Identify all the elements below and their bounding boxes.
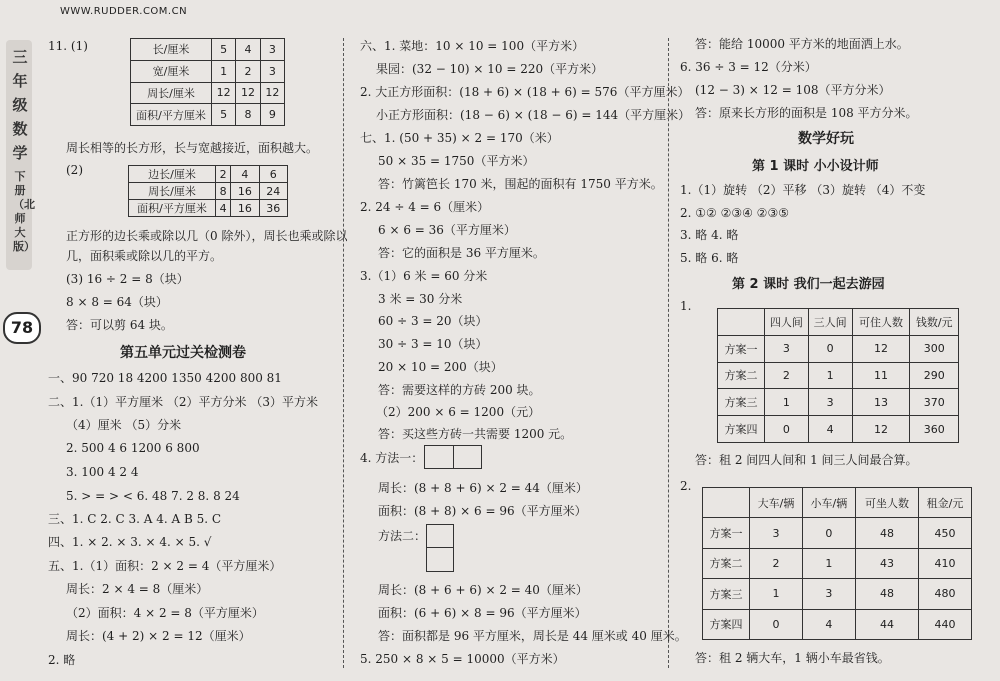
cell: 3 [808, 389, 852, 416]
cell: 1 [808, 362, 852, 389]
answer-line: 方法二： [378, 529, 427, 543]
cell: 12 [212, 82, 236, 104]
lesson-title: 第 2 课时 我们一起去游园 [732, 277, 885, 292]
spine-char: 三 [12, 48, 28, 66]
answer-line: 答：能给 10000 平方米的地面洒上水。 [695, 37, 909, 51]
cell: 6 [259, 166, 287, 183]
section-title: 数学好玩 [798, 131, 854, 147]
answer-line: 周长：(8 + 6 + 6) × 2 = 40（厘米） [378, 583, 588, 597]
cell: 9 [260, 104, 284, 126]
cell: 0 [765, 416, 809, 443]
cell: 长/厘米 [131, 39, 212, 61]
q11-2-label: (2) [66, 163, 83, 177]
answer-line: 20 × 10 = 200（块） [378, 360, 503, 374]
column-divider [343, 38, 344, 668]
answer-line: 答：它的面积是 36 平方厘米。 [378, 246, 545, 260]
figure-method-one [424, 445, 482, 469]
cell: 方案四 [703, 609, 750, 639]
answer-line: 50 × 35 = 1750（平方米） [378, 154, 535, 168]
cell: 300 [910, 335, 959, 362]
site-url: WWW.RUDDER.COM.CN [60, 6, 188, 17]
cell: 三人间 [808, 309, 852, 336]
answer-line: 面积：(6 + 6) × 8 = 96（平方厘米） [378, 606, 587, 620]
cell: 可坐人数 [855, 488, 918, 518]
figure-method-two [426, 524, 454, 572]
cell: 方案四 [718, 416, 765, 443]
spine-char: 学 [12, 144, 28, 162]
cell: 面积/平方厘米 [129, 200, 216, 217]
cell: 360 [910, 416, 959, 443]
cell: 0 [750, 609, 803, 639]
cell: 周长/厘米 [129, 183, 216, 200]
answer-line: 2. 大正方形面积：(18 + 6) × (18 + 6) = 576（平方厘米） [360, 85, 690, 99]
cell: 3 [802, 579, 855, 609]
answer-line: 4. 方法一： [360, 451, 424, 465]
cell: 0 [802, 518, 855, 548]
answer-line: 面积：(8 + 8) × 6 = 96（平方厘米） [378, 504, 587, 518]
answer-line: 答：原来长方形的面积是 108 平方分米。 [695, 106, 918, 120]
spine-char: 年 [12, 72, 28, 90]
cell: 370 [910, 389, 959, 416]
cell: 边长/厘米 [129, 166, 216, 183]
answer-line: 答：租 2 辆大车，1 辆小车最省钱。 [695, 651, 890, 665]
answer-line: 五、1.（1）面积：2 × 2 = 4（平方厘米） [48, 559, 282, 573]
cell: 43 [855, 548, 918, 578]
answer-line: 三、1. C 2. C 3. A 4. A B 5. C [48, 512, 222, 526]
cell: 小车/辆 [802, 488, 855, 518]
answer-line: 5. > = > < 6. 48 7. 2 8. 8 24 [66, 489, 240, 503]
figure-split-line [453, 446, 454, 468]
section-title: 第五单元过关检测卷 [120, 345, 246, 361]
answer-line: 2. ①② ②③④ ②③⑤ [680, 206, 789, 220]
cell: 11 [852, 362, 910, 389]
cell [703, 488, 750, 518]
lesson-title: 第 1 课时 小小设计师 [752, 159, 879, 174]
answer-line: 答：买这些方砖一共需要 1200 元。 [378, 427, 573, 441]
cell: 4 [236, 39, 260, 61]
cell: 3 [765, 335, 809, 362]
cell: 440 [919, 609, 972, 639]
answer-line: 5. 略 6. 略 [680, 251, 739, 265]
note-text: 正方形的边长乘或除以几（0 除外），周长也乘或除以 [66, 229, 348, 243]
answer-line: (12 − 3) × 12 = 108（平方分米） [695, 83, 891, 97]
answer-line: 3 米 = 30 分米 [378, 292, 463, 306]
cell: 2 [750, 548, 803, 578]
spine-char: 级 [12, 96, 28, 114]
answer-line: 周长：2 × 4 = 8（厘米） [66, 582, 209, 596]
rect-table [130, 38, 285, 126]
answer-line: 3. 100 4 2 4 [66, 465, 139, 479]
answer-line: 六、1. 菜地：10 × 10 = 100（平方米） [360, 39, 585, 53]
answer-line: 答：竹篱笆长 170 米，围起的面积有 1750 平方米。 [378, 177, 663, 191]
answer-line: 8 × 8 = 64（块） [66, 295, 168, 309]
answer-line: 3. 略 4. 略 [680, 228, 739, 242]
cell: 周长/厘米 [131, 82, 212, 104]
cell: 1 [750, 579, 803, 609]
cell: 3 [750, 518, 803, 548]
cell [718, 309, 765, 336]
answer-line: 一、90 720 18 4200 1350 4200 800 81 [48, 371, 282, 385]
spine-char: 数 [12, 120, 28, 138]
note-text: 周长相等的长方形，长与宽越接近，面积越大。 [66, 141, 319, 155]
cell: 1 [765, 389, 809, 416]
answer-line: （4）厘米 （5）分米 [66, 418, 182, 432]
book-spine-label [0, 40, 40, 330]
cell: 4 [808, 416, 852, 443]
cell: 面积/平方厘米 [131, 104, 212, 126]
figure-split-line [427, 547, 453, 548]
cell: 2 [236, 60, 260, 82]
answer-line: 果园：(32 − 10) × 10 = 220（平方米） [376, 62, 604, 76]
answer-line: （2）200 × 6 = 1200（元） [376, 405, 541, 419]
answer-line: 30 ÷ 3 = 10（块） [378, 337, 488, 351]
cell: 大车/辆 [750, 488, 803, 518]
cell: 16 [231, 183, 259, 200]
question-label: 1. [680, 299, 692, 313]
cell: 8 [216, 183, 231, 200]
cell: 44 [855, 609, 918, 639]
column-divider [668, 38, 669, 668]
cell: 12 [852, 416, 910, 443]
cell: 3 [260, 60, 284, 82]
square-table [128, 165, 288, 217]
answer-line: 2. 24 ÷ 4 = 6（厘米） [360, 200, 490, 214]
cell: 1 [802, 548, 855, 578]
cell: 2 [765, 362, 809, 389]
answer-line: 二、1.（1）平方厘米 （2）平方分米 （3）平方米 [48, 395, 318, 409]
cell: 4 [231, 166, 259, 183]
note-text: 几，面积乘或除以几的平方。 [66, 249, 223, 263]
cell: 36 [259, 200, 287, 217]
answer-line: 6. 36 ÷ 3 = 12（分米） [680, 60, 817, 74]
answer-line: 1.（1）旋转 （2）平移 （3）旋转 （4）不变 [680, 183, 926, 197]
q11-label: 11. (1) [48, 39, 88, 53]
cell: 8 [236, 104, 260, 126]
page-number: 78 [3, 312, 41, 344]
answer-line: 答：面积都是 96 平方厘米，周长是 44 厘米或 40 厘米。 [378, 629, 687, 643]
cell: 410 [919, 548, 972, 578]
answer-line: 周长：(8 + 8 + 6) × 2 = 44（厘米） [378, 481, 588, 495]
cell: 450 [919, 518, 972, 548]
question-label: 2. [680, 479, 692, 493]
spine-subtitle: 下册（北师大版） [13, 170, 35, 253]
cell: 12 [852, 335, 910, 362]
answer-line: 周长：(4 + 2) × 2 = 12（厘米） [66, 629, 251, 643]
cell: 可住人数 [852, 309, 910, 336]
answer-line: 60 ÷ 3 = 20（块） [378, 314, 488, 328]
room-plan-table [717, 308, 959, 443]
cell: 480 [919, 579, 972, 609]
cell: 2 [216, 166, 231, 183]
cell: 48 [855, 518, 918, 548]
answer-line: 小正方形面积：(18 − 6) × (18 − 6) = 144（平方厘米） [376, 108, 691, 122]
cell: 钱数/元 [910, 309, 959, 336]
cell: 24 [259, 183, 287, 200]
cell: 方案二 [718, 362, 765, 389]
answer-line: 5. 250 × 8 × 5 = 10000（平方米） [360, 652, 565, 666]
cell: 12 [236, 82, 260, 104]
cell: 48 [855, 579, 918, 609]
answer-line: (3) 16 ÷ 2 = 8（块） [66, 272, 189, 286]
bus-plan-table [702, 487, 972, 640]
cell: 12 [260, 82, 284, 104]
answer-line: 答：可以剪 64 块。 [66, 318, 173, 332]
answer-line: 3.（1）6 米 = 60 分米 [360, 269, 488, 283]
cell: 4 [802, 609, 855, 639]
answer-line: 四、1. × 2. × 3. × 4. × 5. √ [48, 535, 212, 549]
cell: 方案三 [718, 389, 765, 416]
cell: 290 [910, 362, 959, 389]
answer-line: 答：需要这样的方砖 200 块。 [378, 383, 541, 397]
cell: 13 [852, 389, 910, 416]
answer-line: 答：租 2 间四人间和 1 间三人间最合算。 [695, 453, 918, 467]
answer-line: 2. 略 [48, 653, 76, 667]
cell: 租金/元 [919, 488, 972, 518]
cell: 方案二 [703, 548, 750, 578]
cell: 宽/厘米 [131, 60, 212, 82]
cell: 5 [212, 39, 236, 61]
answer-line: 6 × 6 = 36（平方厘米） [378, 223, 516, 237]
cell: 方案一 [703, 518, 750, 548]
cell: 方案一 [718, 335, 765, 362]
cell: 1 [212, 60, 236, 82]
cell: 16 [231, 200, 259, 217]
answer-line: 七、1. (50 + 35) × 2 = 170（米） [360, 131, 559, 145]
cell: 3 [260, 39, 284, 61]
cell: 4 [216, 200, 231, 217]
cell: 四人间 [765, 309, 809, 336]
cell: 方案三 [703, 579, 750, 609]
answer-line: 2. 500 4 6 1200 6 800 [66, 441, 200, 455]
cell: 0 [808, 335, 852, 362]
answer-line: （2）面积：4 × 2 = 8（平方厘米） [66, 606, 264, 620]
cell: 5 [212, 104, 236, 126]
